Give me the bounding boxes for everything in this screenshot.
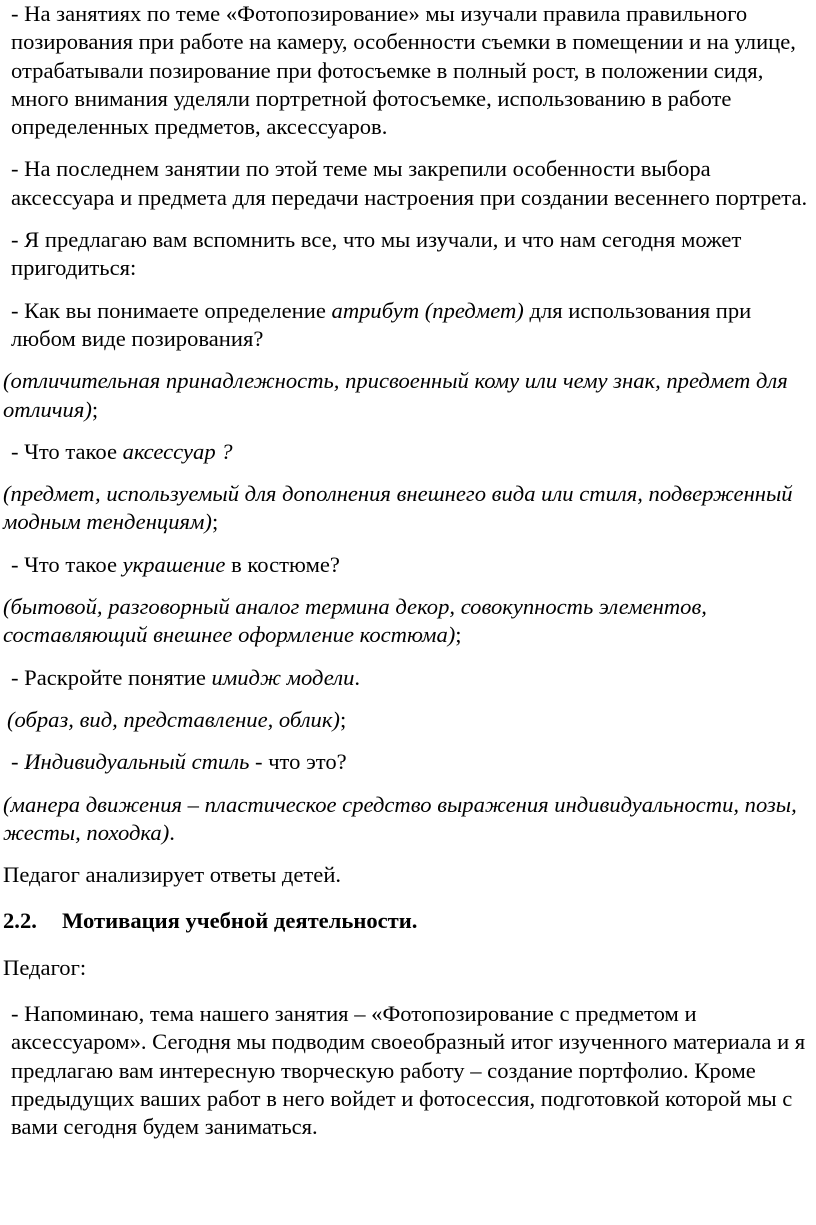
section-title: Мотивация учебной деятельности. [62,908,418,934]
term-accessory: аксессуар ? [122,438,233,464]
term-style: Индивидуальный стиль [24,749,250,775]
answer-punct: . [169,819,175,845]
last-lesson-paragraph: - На последнем занятии по этой теме мы закрепили особенности выбора аксессуара и предмета для передачи настроения при создании весеннего портрета. [11,156,808,210]
recall-paragraph: - Я предлагаю вам вспомнить все, что мы изучали, и что нам сегодня может пригодиться: [11,227,742,281]
answer-text: (манера движения – пластическое средство выражения индивидуальности, позы, жесты, походка) [3,791,797,845]
section-number: 2.2. [3,908,37,934]
answer-accessory [3,480,808,537]
question-text: - Как вы понимаете определение [11,297,332,323]
term-decoration: украшение [122,551,226,577]
teacher-label: Педагог: [3,954,87,980]
answer-punct: ; [339,706,347,732]
question-accessory [3,438,808,466]
question-text: в костюме? [225,551,340,577]
answer-style [3,791,808,848]
teacher-analysis-line: Педагог анализирует ответы детей. [3,862,342,888]
question-text: - Что такое [11,551,123,577]
question-style [3,748,808,776]
answer-text: (отличительная принадлежность, присвоенный кому или чему знак, предмет для отличия) [3,368,788,422]
answer-punct: ; [211,509,219,535]
question-text: . [354,664,361,690]
answer-attribute [3,367,808,424]
answer-punct: ; [455,622,462,648]
answer-punct: ; [91,396,99,422]
intro-paragraph: - На занятиях по теме «Фотопозирование» мы изучали правила правильного позирования при работе на камеру, особенности съемки в помещении и на улице, отрабатывали позирование при фотосъемке в полный рост, в положении сидя, много внимания уделяли портретной фотосъемке, использованию в работе определенных предметов, аксессуаров. [11,1,796,140]
answer-decoration [3,593,808,650]
question-text: - [11,749,25,775]
question-image [3,664,808,692]
question-attribute [3,297,808,354]
question-text: - Раскройте понятие [11,664,212,690]
answer-text: (бытовой, разговорный аналог термина декор, совокупность элементов, составляющий внешнее оформление костюма) [3,594,707,648]
section-heading [3,907,808,935]
question-text: - Что такое [11,438,123,464]
motivation-paragraph: - Напоминаю, тема нашего занятия – «Фотопозирование с предметом и аксессуаром». Сегодня мы подводим своеобразный итог изученного материала и я предлагаю вам интересную творческую работу – создание портфолио. Кроме предыдущих ваших работ в него войдет и фотосессия, подготовкой которой мы с вами сегодня будем заниматься. [11,1001,806,1140]
answer-text: (предмет, используемый для дополнения внешнего вида или стиля, подверженный модным тенденциям) [3,481,793,535]
term-image: имидж модели [211,664,355,690]
question-decoration [3,551,808,579]
term-attribute: атрибут (предмет) [331,297,524,323]
question-text: для использования при любом виде позирования? [11,297,752,351]
answer-image [3,706,808,734]
answer-text: (образ, вид, представление, облик) [7,706,340,732]
question-text: - что это? [249,749,347,775]
